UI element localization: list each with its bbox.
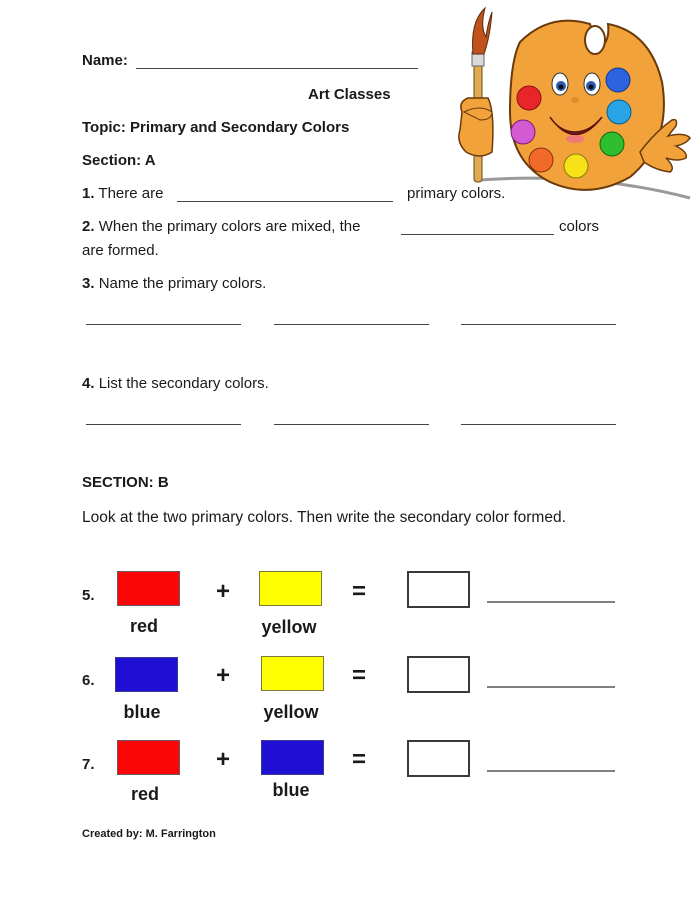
swatch-yellow xyxy=(261,656,324,691)
name-blank[interactable] xyxy=(136,68,418,69)
answer-color-box[interactable] xyxy=(407,740,470,777)
answer-color-box[interactable] xyxy=(407,656,470,693)
question-4: 4. List the secondary colors. xyxy=(82,375,269,392)
section-b-heading: SECTION: B xyxy=(82,474,169,491)
q1-answer-blank[interactable] xyxy=(177,201,393,202)
palette-illustration xyxy=(440,2,700,200)
row-number: 5. xyxy=(82,587,95,604)
answer-blank[interactable] xyxy=(487,770,615,772)
plus-sign: + xyxy=(216,578,231,605)
q1-suffix: primary colors. xyxy=(407,185,506,202)
equals-sign: = xyxy=(352,746,367,773)
q3-answer-blank-3[interactable] xyxy=(461,324,616,325)
class-title: Art Classes xyxy=(308,86,391,103)
row-number: 7. xyxy=(82,756,95,773)
q3-answer-blank-1[interactable] xyxy=(86,324,241,325)
q2-continuation: are formed. xyxy=(82,242,159,259)
q4-answer-blank-1[interactable] xyxy=(86,424,241,425)
equals-sign: = xyxy=(352,662,367,689)
swatch-label: yellow xyxy=(263,702,319,722)
palette-mascot-icon xyxy=(440,2,700,200)
swatch-label: blue xyxy=(123,702,161,722)
topic-heading: Topic: Primary and Secondary Colors xyxy=(82,119,350,136)
q2-answer-blank[interactable] xyxy=(401,234,554,235)
credit-text: Created by: M. Farrington xyxy=(82,828,216,840)
swatch-yellow xyxy=(259,571,322,606)
swatch-blue xyxy=(115,657,178,692)
q2-suffix: colors xyxy=(559,218,600,235)
answer-blank[interactable] xyxy=(487,686,615,688)
swatch-red xyxy=(117,571,180,606)
row-number: 6. xyxy=(82,672,95,689)
q4-answer-blank-2[interactable] xyxy=(274,424,429,425)
plus-sign: + xyxy=(216,662,231,689)
question-2: 2. When the primary colors are mixed, the xyxy=(82,218,361,235)
section-a-heading: Section: A xyxy=(82,152,156,169)
swatch-blue xyxy=(261,740,324,775)
q4-answer-blank-3[interactable] xyxy=(461,424,616,425)
question-3: 3. Name the primary colors. xyxy=(82,275,267,292)
name-label: Name: xyxy=(82,52,128,69)
swatch-label: yellow xyxy=(261,617,317,637)
answer-color-box[interactable] xyxy=(407,571,470,608)
answer-blank[interactable] xyxy=(487,601,615,603)
plus-sign: + xyxy=(216,746,231,773)
swatch-red xyxy=(117,740,180,775)
equals-sign: = xyxy=(352,578,367,605)
section-b-instructions: Look at the two primary colors. Then write the secondary color formed. xyxy=(82,509,566,526)
swatch-label: red xyxy=(130,784,159,804)
swatch-label: blue xyxy=(272,780,310,800)
question-1: 1. There are xyxy=(82,185,164,202)
q3-answer-blank-2[interactable] xyxy=(274,324,429,325)
swatch-label: red xyxy=(129,616,158,636)
